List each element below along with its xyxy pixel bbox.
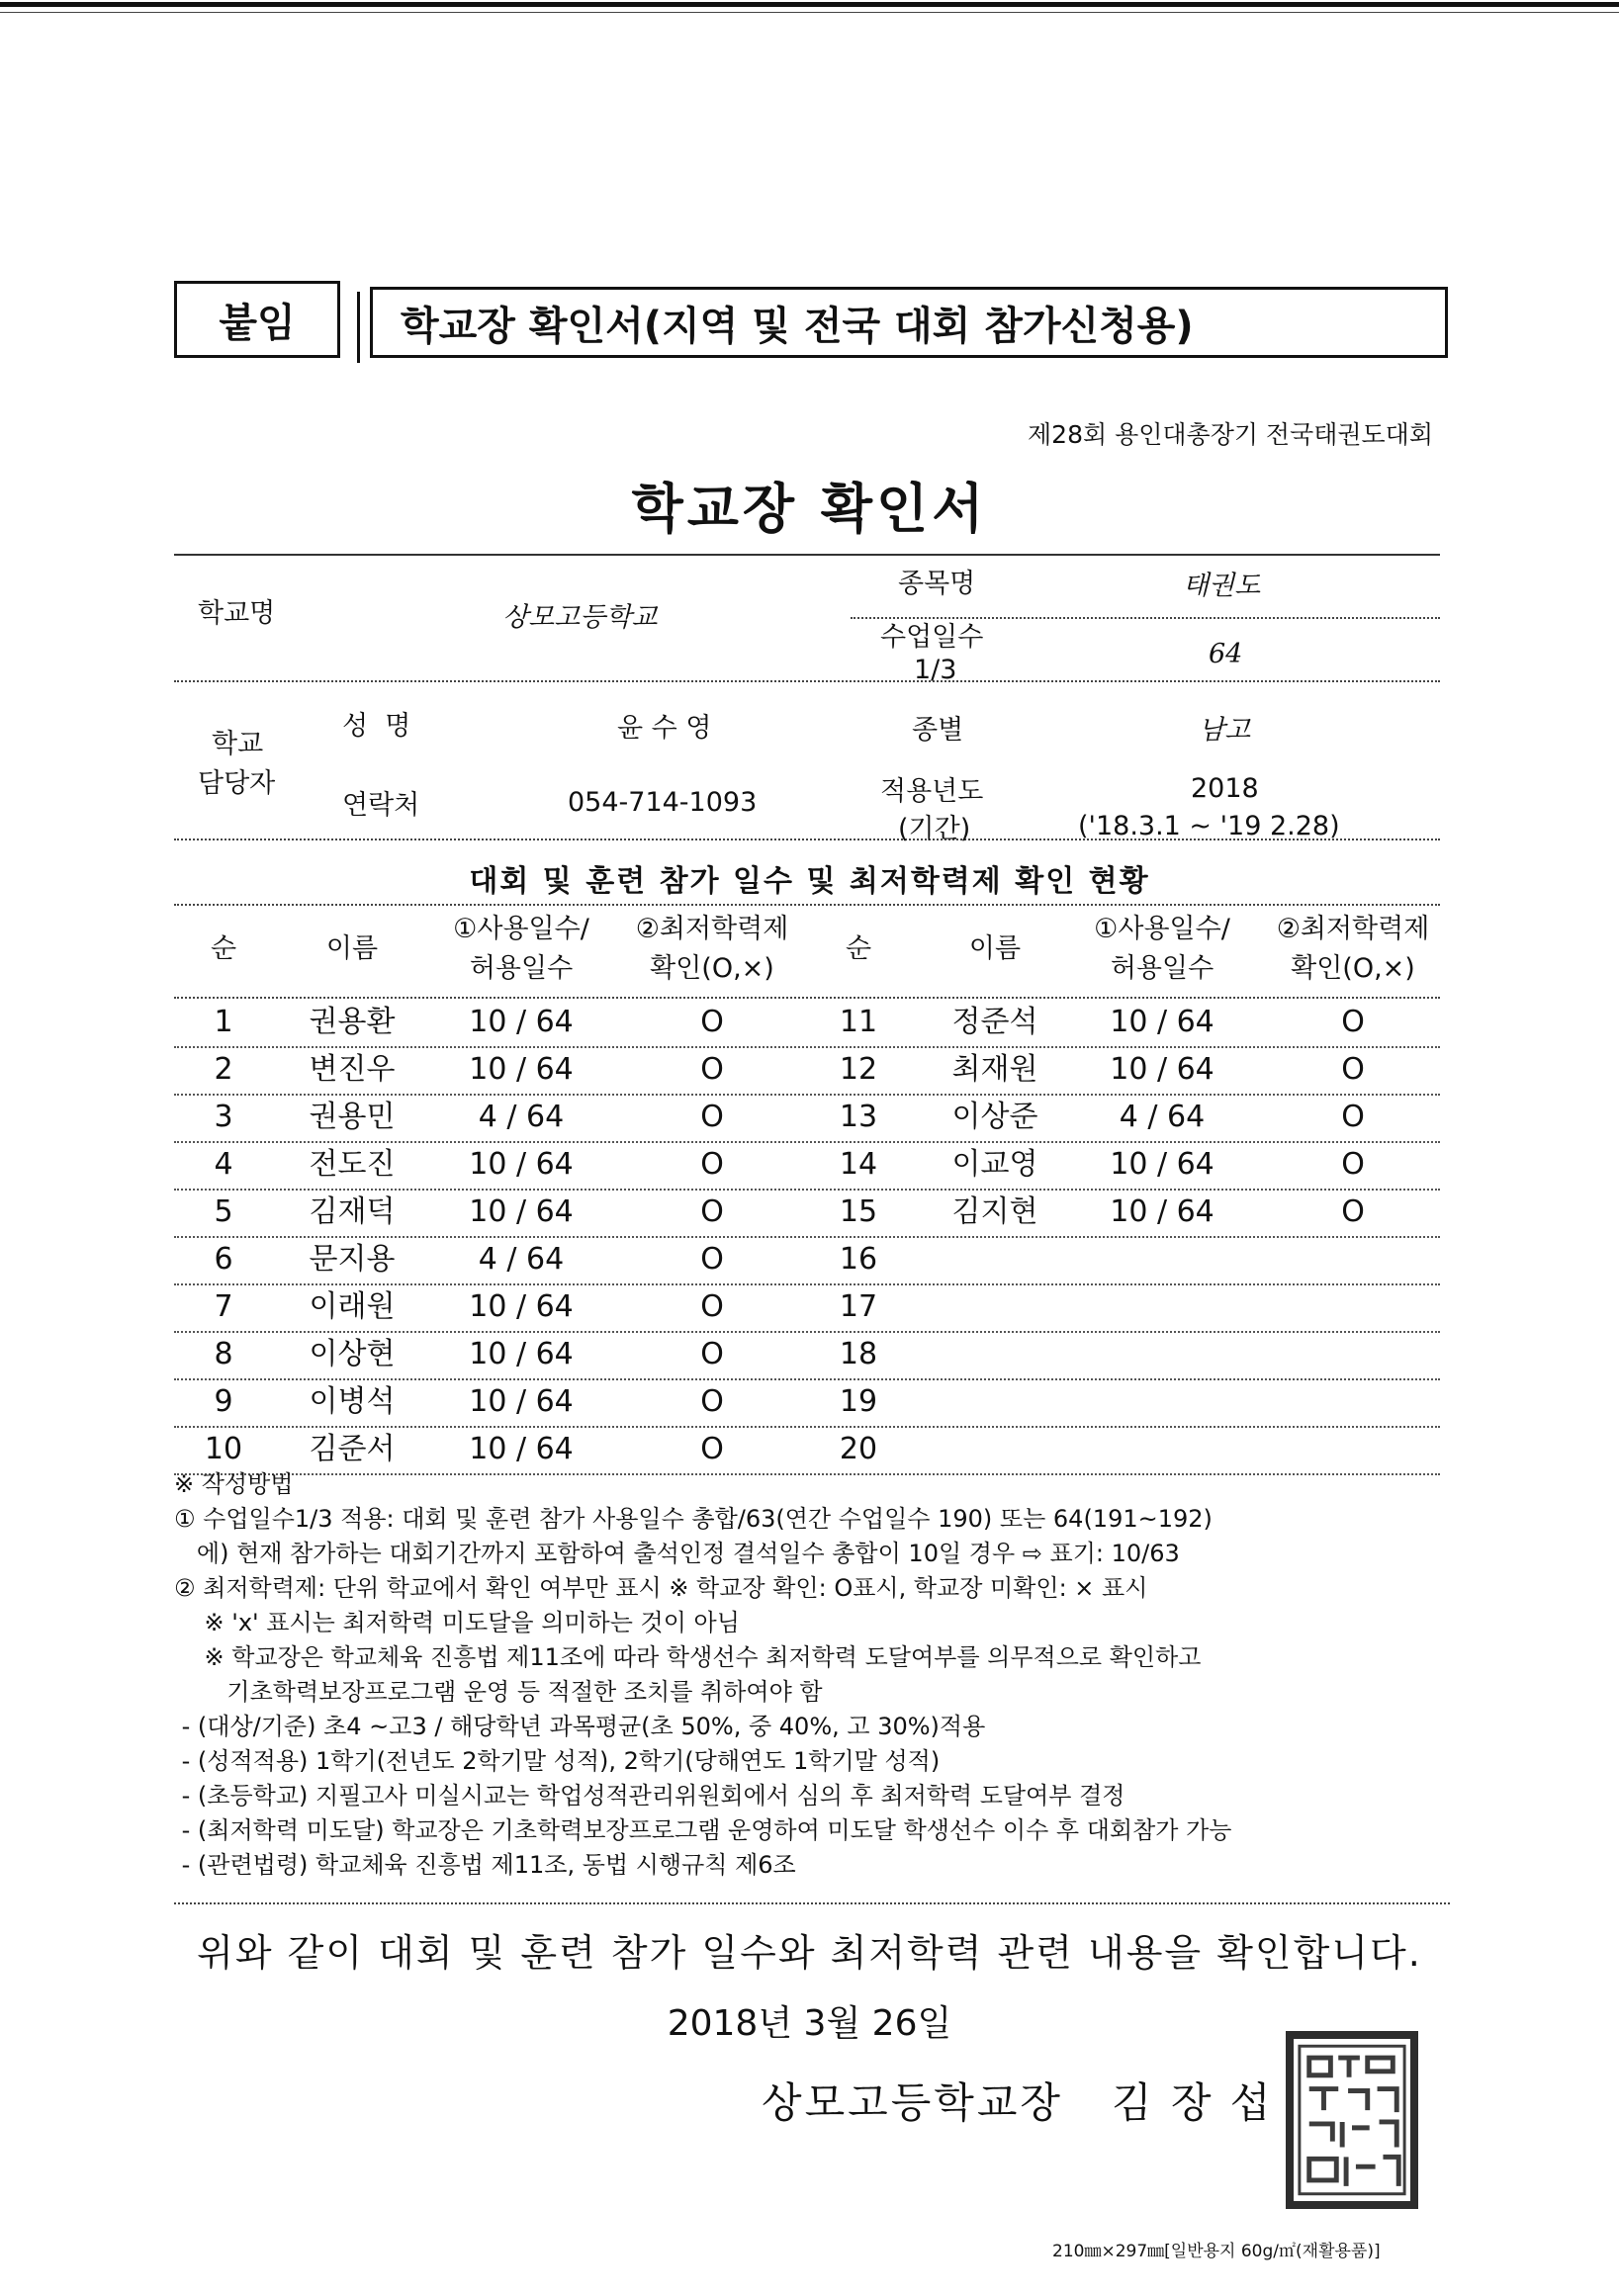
instruction-line: - (관련법령) 학교체육 진흥법 제11조, 동법 시행규칙 제6조 bbox=[174, 1851, 796, 1879]
table-row bbox=[174, 1331, 1440, 1380]
cell-days: 10 / 64 bbox=[469, 1289, 574, 1324]
cell-number: 15 bbox=[839, 1194, 878, 1229]
table-row bbox=[174, 1236, 1440, 1285]
cell-check: O bbox=[1341, 1147, 1365, 1182]
cell-check: O bbox=[700, 1147, 724, 1182]
cell-name: 최재원 bbox=[951, 1052, 1038, 1087]
instruction-line: - (성적적용) 1학기(전년도 2학기말 성적), 2학기(당해연도 1학기말 성적) bbox=[174, 1747, 941, 1775]
cell-number: 20 bbox=[839, 1432, 878, 1466]
principal-signature: 상모고등학교장 김 장 섭 bbox=[762, 2078, 1274, 2127]
header-check-right-2: 확인(O,×) bbox=[1291, 953, 1415, 984]
seal-graphic bbox=[1294, 2039, 1410, 2201]
paper-size-note: 210㎜×297㎜[일반용지 60g/㎡(재활용품)] bbox=[1052, 2242, 1381, 2261]
gender-value: 남고 bbox=[1199, 715, 1251, 746]
table-row bbox=[174, 1094, 1440, 1143]
instructions-heading: ※ 작성방법 bbox=[174, 1470, 294, 1498]
table-row bbox=[174, 1283, 1440, 1333]
year-period: ('18.3.1 ~ '19 2.28) bbox=[1078, 811, 1340, 841]
cell-number: 11 bbox=[839, 1005, 878, 1039]
year-label-1: 적용년도 bbox=[880, 776, 984, 807]
info-top-line bbox=[174, 554, 1440, 556]
cell-name: 김지현 bbox=[951, 1194, 1038, 1229]
cell-number: 18 bbox=[839, 1337, 878, 1371]
cell-number: 3 bbox=[214, 1100, 233, 1134]
cell-check: O bbox=[700, 1005, 724, 1039]
cell-check: O bbox=[700, 1384, 724, 1419]
cell-name: 변진우 bbox=[309, 1052, 396, 1087]
school-label: 학교명 bbox=[198, 598, 276, 629]
name-value: 윤 수 영 bbox=[617, 713, 712, 744]
cell-number: 9 bbox=[214, 1384, 233, 1419]
cell-number: 16 bbox=[839, 1242, 878, 1277]
cell-number: 19 bbox=[839, 1384, 878, 1419]
cell-days: 10 / 64 bbox=[1110, 1147, 1214, 1182]
instruction-line: ① 수업일수1/3 적용: 대회 및 훈련 참가 사용일수 총합/63(연간 수업일수 190) 또는 64(191~192) bbox=[174, 1505, 1213, 1533]
days-label-1: 수업일수 bbox=[880, 622, 984, 653]
cell-name: 이상준 bbox=[951, 1100, 1038, 1134]
header-days-right-2: 허용일수 bbox=[1110, 953, 1214, 984]
instruction-line: 에) 현재 참가하는 대회기간까지 포함하여 출석인정 결석일수 총합이 10일 경우 ⇨ 표기: 10/63 bbox=[174, 1540, 1180, 1567]
cell-name: 전도진 bbox=[309, 1147, 396, 1182]
cell-check: O bbox=[700, 1432, 724, 1466]
main-title: 학교장 확인서 bbox=[631, 478, 988, 540]
cell-name: 이상현 bbox=[309, 1337, 396, 1371]
instruction-line: ※ 학교장은 학교체육 진흥법 제11조에 따라 학생선수 최저학력 도달여부를 의무적으로 확인하고 bbox=[174, 1643, 1202, 1671]
cell-name: 김재덕 bbox=[309, 1194, 396, 1229]
cell-number: 2 bbox=[214, 1052, 233, 1087]
school-value: 상모고등학교 bbox=[502, 602, 658, 633]
cell-check: O bbox=[700, 1100, 724, 1134]
cell-check: O bbox=[1341, 1052, 1365, 1087]
name-label: 성 명 bbox=[342, 711, 411, 742]
cell-days: 10 / 64 bbox=[1110, 1194, 1214, 1229]
official-seal bbox=[1286, 2031, 1418, 2209]
sport-label: 종목명 bbox=[898, 569, 976, 599]
cell-number: 12 bbox=[839, 1052, 878, 1087]
cell-name: 정준석 bbox=[951, 1005, 1038, 1039]
cell-days: 10 / 64 bbox=[469, 1052, 574, 1087]
cell-number: 7 bbox=[214, 1289, 233, 1324]
event-name: 제28회 용인대총장기 전국태권도대회 bbox=[1028, 420, 1433, 449]
cell-days: 10 / 64 bbox=[1110, 1052, 1214, 1087]
cell-number: 5 bbox=[214, 1194, 233, 1229]
table-row bbox=[174, 1378, 1440, 1428]
manager-label-1: 학교 bbox=[212, 729, 264, 759]
cell-name: 김준서 bbox=[309, 1432, 396, 1466]
cell-name: 이병석 bbox=[309, 1384, 396, 1419]
instruction-line: ② 최저학력제: 단위 학교에서 확인 여부만 표시 ※ 학교장 확인: O표시, 학교장 미확인: × 표시 bbox=[174, 1574, 1148, 1602]
manager-label-2: 담당자 bbox=[198, 768, 276, 799]
table-subtitle: 대회 및 훈련 참가 일수 및 최저학력제 확인 현황 bbox=[469, 864, 1150, 899]
header-check-left-2: 확인(O,×) bbox=[650, 953, 774, 984]
table-row bbox=[174, 1141, 1440, 1191]
cell-number: 14 bbox=[839, 1147, 878, 1182]
table-row bbox=[174, 999, 1440, 1048]
top-border bbox=[0, 2, 1619, 7]
instruction-line: ※ 'x' 표시는 최저학력 미도달을 의미하는 것이 아님 bbox=[174, 1609, 740, 1636]
cell-number: 10 bbox=[204, 1432, 243, 1466]
cell-days: 4 / 64 bbox=[478, 1242, 565, 1277]
info-mid-line bbox=[174, 680, 1440, 682]
table-row bbox=[174, 1189, 1440, 1238]
top-border-thin bbox=[0, 12, 1619, 13]
notes-bottom-line bbox=[174, 1902, 1450, 1904]
year-value: 2018 bbox=[1191, 773, 1259, 804]
confirmation-statement: 위와 같이 대회 및 훈련 참가 일수와 최저학력 관련 내용을 확인합니다. bbox=[197, 1931, 1422, 1975]
contact-label: 연락처 bbox=[342, 790, 420, 821]
cell-number: 1 bbox=[214, 1005, 233, 1039]
header-check-right-1: ②최저학력제 bbox=[1276, 914, 1430, 944]
cell-days: 10 / 64 bbox=[469, 1337, 574, 1371]
header-no-left: 순 bbox=[210, 933, 237, 964]
cell-number: 4 bbox=[214, 1147, 233, 1182]
cell-days: 10 / 64 bbox=[469, 1147, 574, 1182]
instructions bbox=[174, 1467, 1450, 1883]
cell-days: 10 / 64 bbox=[1110, 1005, 1214, 1039]
header-name-right: 이름 bbox=[968, 933, 1022, 964]
table-top-line bbox=[174, 904, 1440, 906]
cell-check: O bbox=[700, 1052, 724, 1087]
cell-check: O bbox=[700, 1337, 724, 1371]
instruction-line: 기초학력보장프로그램 운영 등 적절한 조치를 취하여야 함 bbox=[174, 1678, 823, 1706]
cell-check: O bbox=[700, 1289, 724, 1324]
table-row bbox=[174, 1046, 1440, 1096]
cell-name: 권용민 bbox=[309, 1100, 396, 1134]
cell-check: O bbox=[1341, 1100, 1365, 1134]
contact-value: 054-714-1093 bbox=[568, 787, 758, 818]
cell-check: O bbox=[700, 1242, 724, 1277]
days-value: 64 bbox=[1209, 639, 1243, 669]
cell-days: 10 / 64 bbox=[469, 1384, 574, 1419]
header-no-right: 순 bbox=[845, 933, 872, 964]
cell-number: 17 bbox=[839, 1289, 878, 1324]
header-check-left-1: ②최저학력제 bbox=[635, 914, 789, 944]
gender-label: 종별 bbox=[912, 715, 964, 746]
header-days-left-2: 허용일수 bbox=[469, 953, 574, 984]
header-name-left: 이름 bbox=[325, 933, 379, 964]
document-date: 2018년 3월 26일 bbox=[667, 2003, 952, 2044]
attachment-tag: 붙임 bbox=[174, 281, 340, 358]
year-label-2: (기간) bbox=[898, 814, 971, 844]
cell-name: 이래원 bbox=[309, 1289, 396, 1324]
instruction-line: - (대상/기준) 초4 ~고3 / 해당학년 과목평균(초 50%, 중 40%, 고 30%)적용 bbox=[174, 1713, 986, 1740]
header-days-right-1: ①사용일수/ bbox=[1094, 914, 1230, 944]
cell-check: O bbox=[1341, 1005, 1365, 1039]
cell-days: 4 / 64 bbox=[478, 1100, 565, 1134]
instruction-line: - (최저학력 미도달) 학교장은 기초학력보장프로그램 운영하여 미도달 학생선수 이수 후 대회참가 가능 bbox=[174, 1816, 1232, 1844]
cell-name: 문지용 bbox=[309, 1242, 396, 1277]
header-days-left-1: ①사용일수/ bbox=[453, 914, 589, 944]
cell-name: 이교영 bbox=[951, 1147, 1038, 1182]
cell-days: 10 / 64 bbox=[469, 1432, 574, 1466]
cell-days: 10 / 64 bbox=[469, 1194, 574, 1229]
cell-days: 4 / 64 bbox=[1119, 1100, 1206, 1134]
cell-days: 10 / 64 bbox=[469, 1005, 574, 1039]
cell-name: 권용환 bbox=[309, 1005, 396, 1039]
sport-value: 태권도 bbox=[1183, 571, 1261, 601]
cell-number: 8 bbox=[214, 1337, 233, 1371]
cell-number: 13 bbox=[839, 1100, 878, 1134]
cell-check: O bbox=[700, 1194, 724, 1229]
cell-number: 6 bbox=[214, 1242, 233, 1277]
document-header-title: 학교장 확인서(지역 및 전국 대회 참가신청용) bbox=[370, 287, 1448, 358]
instruction-line: - (초등학교) 지필고사 미실시교는 학업성적관리위원회에서 심의 후 최저학력 도달여부 결정 bbox=[174, 1782, 1125, 1810]
cell-check: O bbox=[1341, 1194, 1365, 1229]
days-label-2: 1/3 bbox=[914, 655, 957, 685]
